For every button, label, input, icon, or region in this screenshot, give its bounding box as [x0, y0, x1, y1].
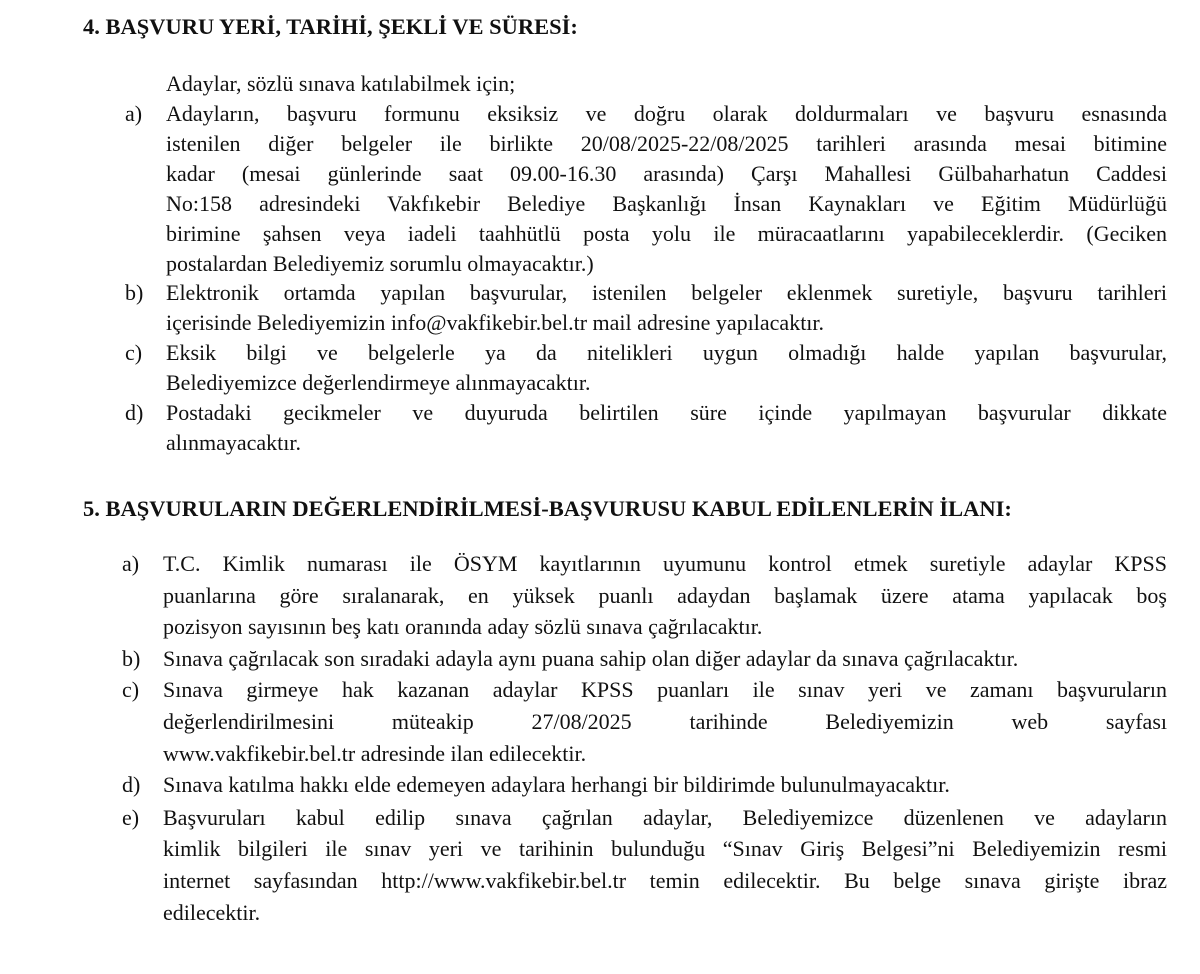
- item-line: istenilen diğer belgeler ile birlikte 20/08/2025-22/08/2025 tarihleri arasında mesai bitimine: [166, 130, 1167, 156]
- item-line: Belediyemizce değerlendirmeye alınmayacaktır.: [166, 370, 591, 396]
- section-4-item-a: [125, 99, 1167, 278]
- section-5-item-b: [122, 643, 1167, 675]
- item-marker: c): [122, 677, 140, 703]
- item-line: kimlik bilgileri ile sınav yeri ve tarihinin bulunduğu “Sınav Giriş Belgesi”ni Belediyemizin resmi: [163, 836, 1167, 862]
- section-4-intro: Adaylar, sözlü sınava katılabilmek için;: [166, 71, 516, 96]
- item-line: edilecektir.: [163, 899, 261, 925]
- item-line: Eksik bilgi ve belgelerle ya da nitelikleri uygun olmadığı halde yapılan başvurular,: [166, 340, 1167, 366]
- item-line: Postadaki gecikmeler ve duyuruda belirtilen süre içinde yapılmayan başvurular dikkate: [166, 400, 1167, 426]
- item-line: Adayların, başvuru formunu eksiksiz ve doğru olarak doldurmaları ve başvuru esnasında: [166, 101, 1167, 126]
- item-line: No:158 adresindeki Vakfıkebir Belediye Başkanlığı İnsan Kaynakları ve Eğitim Müdürlüğü: [166, 190, 1167, 216]
- section-5-list: [122, 548, 1167, 928]
- item-marker: a): [122, 551, 140, 576]
- item-marker: c): [125, 340, 143, 366]
- section-4-item-c: [125, 338, 1167, 398]
- item-marker: e): [122, 804, 140, 830]
- section-5-item-e: [122, 802, 1167, 928]
- item-line: Sınava katılma hakkı elde edemeyen adaylara herhangi bir bildirimde bulunulmayacaktır.: [163, 772, 950, 798]
- item-line: Sınava girmeye hak kazanan adaylar KPSS puanları ile sınav yeri ve zamanı başvuruların: [163, 677, 1167, 703]
- item-marker: a): [125, 101, 143, 126]
- item-line: birimine şahsen veya iadeli taahhütlü posta yolu ile müracaatlarını yapabileceklerdir. (Geciken: [166, 220, 1167, 246]
- item-line: Başvuruları kabul edilip sınava çağrılan adaylar, Belediyemizce düzenlenen ve adayların: [163, 804, 1167, 830]
- section-5-heading: 5. BAŞVURULARIN DEĞERLENDİRİLMESİ-BAŞVURUSU KABUL EDİLENLERİN İLANI:: [83, 496, 1012, 521]
- item-marker: d): [122, 772, 141, 798]
- section-5-item-a: [122, 548, 1167, 643]
- item-line: internet sayfasından http://www.vakfikebir.bel.tr temin edilecektir. Bu belge sınava girişte ibraz: [163, 867, 1167, 893]
- item-line: T.C. Kimlik numarası ile ÖSYM kayıtlarının uyumunu kontrol etmek suretiyle adaylar KPSS: [163, 551, 1167, 576]
- item-line: kadar (mesai günlerinde saat 09.00-16.30 arasında) Çarşı Mahallesi Gülbaharhatun Caddesi: [166, 160, 1167, 186]
- item-line: değerlendirilmesini müteakip 27/08/2025 tarihinde Belediyemizin web sayfası: [163, 708, 1167, 734]
- item-line: Elektronik ortamda yapılan başvurular, istenilen belgeler eklenmek suretiyle, başvuru tarihleri: [166, 280, 1167, 306]
- item-marker: b): [125, 280, 144, 306]
- item-line: içerisinde Belediyemizin info@vakfikebir.bel.tr mail adresine yapılacaktır.: [166, 310, 825, 336]
- section-5-item-d: [122, 769, 1167, 801]
- item-line: pozisyon sayısının beş katı oranında aday sözlü sınava çağrılacaktır.: [163, 614, 763, 640]
- item-line: www.vakfikebir.bel.tr adresinde ilan edilecektir.: [163, 740, 587, 766]
- item-line: postalardan Belediyemiz sorumlu olmayacaktır.): [166, 250, 594, 276]
- item-marker: d): [125, 400, 144, 426]
- section-4-item-d: [125, 398, 1167, 458]
- section-4-heading: 4. BAŞVURU YERİ, TARİHİ, ŞEKLİ VE SÜRESİ:: [83, 14, 578, 39]
- section-5-item-c: [122, 674, 1167, 769]
- item-line: puanlarına göre sıralanarak, en yüksek puanlı adaydan başlamak üzere atama yapılacak boş: [163, 582, 1167, 608]
- section-4-item-b: [125, 278, 1167, 338]
- item-line: Sınava çağrılacak son sıradaki adayla aynı puana sahip olan diğer adaylar da sınava çağrılacaktır.: [163, 645, 1019, 671]
- item-line: alınmayacaktır.: [166, 429, 301, 455]
- section-4-list: [125, 99, 1167, 458]
- item-marker: b): [122, 645, 141, 671]
